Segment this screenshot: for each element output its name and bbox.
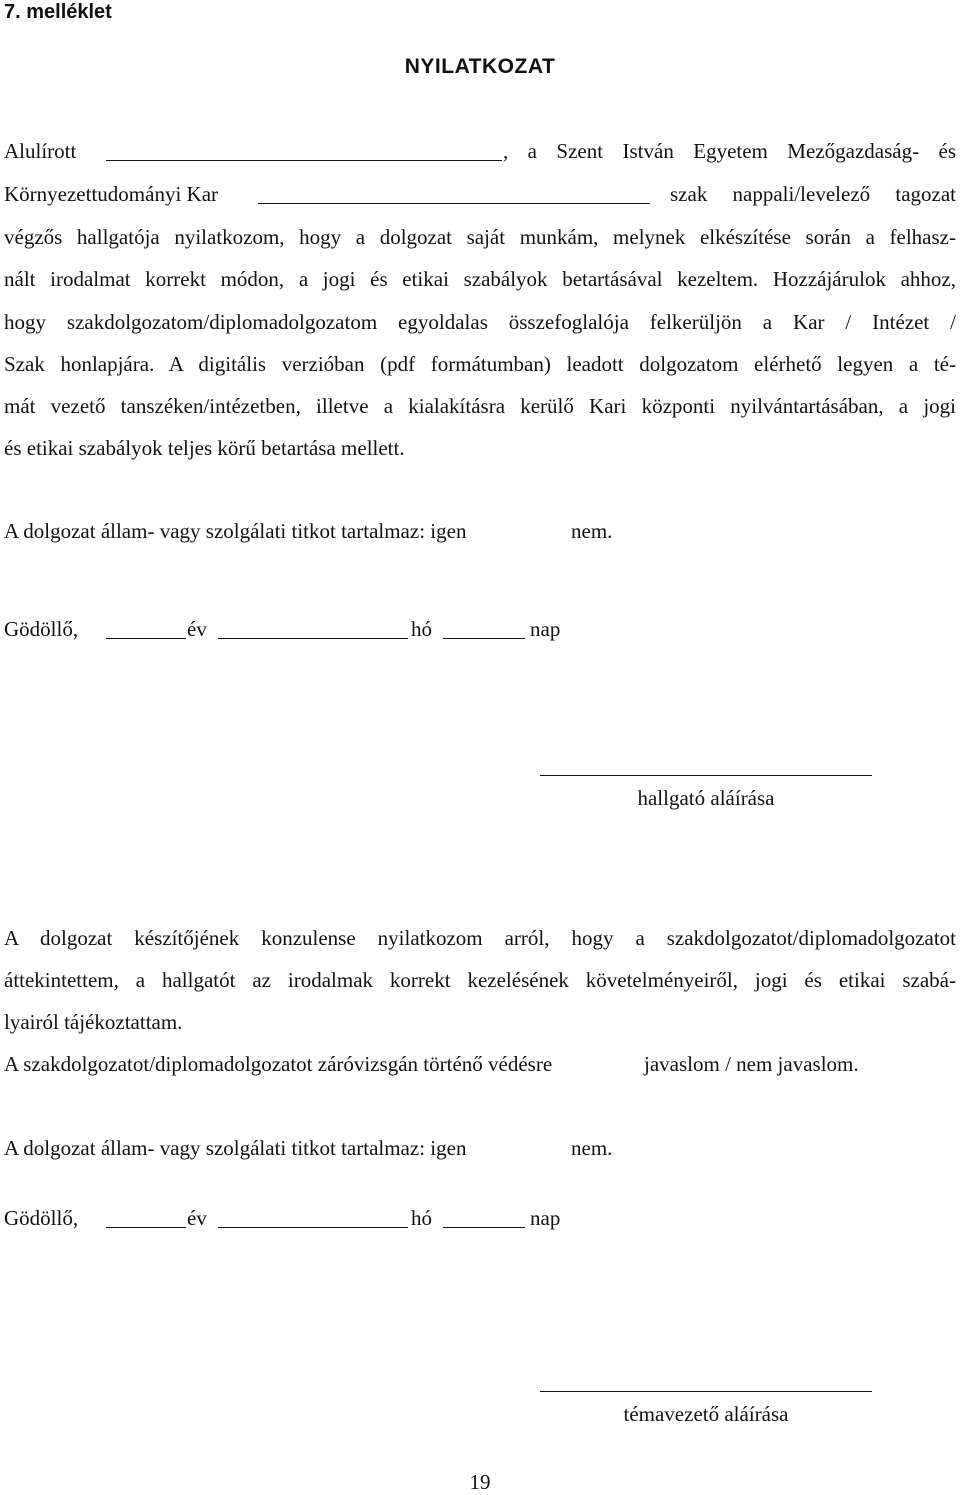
date-place: Gödöllő, [4,1206,79,1230]
program-name-blank[interactable] [258,203,650,204]
day-label: nap [530,617,561,641]
secret-question-text: A dolgozat állam- vagy szolgálati titkot tartalmaz: igen [4,1136,467,1160]
defense-text: A szakdolgozatot/diplomadolgozatot záróvizsgán történő védésre [4,1052,553,1076]
day-label: nap [530,1206,561,1230]
student-name-blank[interactable] [106,160,502,161]
page-title: NYILATKOZAT [404,55,556,78]
program-type-text: szak nappali/levelező tagozat [670,182,956,206]
declaration-line: végzős hallgatója nyilatkozom, hogy a dolgozat saját munkám, melynek elkészítése során a felhasz- [4,225,956,249]
year-blank[interactable] [106,638,186,639]
consultant-line: áttekintettem, a hallgatót az irodalmak korrekt kezelésének követelményeiről, jogi és etikai szabá- [4,968,956,992]
declaration-line: hogy szakdolgozatom/diplomadolgozatom egyoldalas összefoglalója felkerüljön a Kar / Intézet / [4,310,956,334]
month-blank[interactable] [218,1227,408,1228]
student-intro-text: Alulírott [4,139,77,163]
defense-options[interactable]: javaslom / nem javaslom. [644,1052,859,1076]
month-blank[interactable] [218,638,408,639]
day-blank[interactable] [443,638,525,639]
secret-option-no[interactable]: nem. [571,519,613,543]
declaration-line: mát vezető tanszéken/intézetben, illetve a kialakításra kerülő Kari központi nyilvántartásában, a jogi [4,394,956,418]
university-text: , a Szent István Egyetem Mezőgazdaság- és [503,139,956,163]
date-place: Gödöllő, [4,617,79,641]
supervisor-signature-label: témavezető aláírása [623,1402,789,1426]
annex-label: 7. melléklet [4,1,112,23]
student-signature-label: hallgató aláírása [637,786,775,810]
page-number: 19 [469,1470,491,1494]
year-label: év [187,1206,207,1230]
month-label: hó [411,617,432,641]
consultant-line: lyairól tájékoztattam. [4,1010,183,1034]
secret-question-text: A dolgozat állam- vagy szolgálati titkot tartalmaz: igen [4,519,467,543]
year-label: év [187,617,207,641]
supervisor-signature-line[interactable] [540,1391,872,1392]
declaration-line: Szak honlapjára. A digitális verzióban (pdf formátumban) leadott dolgozatom elérhető legyen a té- [4,352,956,376]
day-blank[interactable] [443,1227,525,1228]
declaration-line: és etikai szabályok teljes körű betartása mellett. [4,436,405,460]
secret-option-no[interactable]: nem. [571,1136,613,1160]
year-blank[interactable] [106,1227,186,1228]
declaration-line: nált irodalmat korrekt módon, a jogi és etikai szabályok betartásával kezeltem. Hozzájárulok ahhoz, [4,267,956,291]
student-signature-line[interactable] [540,775,872,776]
consultant-line: A dolgozat készítőjének konzulense nyilatkozom arról, hogy a szakdolgozatot/diplomadolgozatot [4,926,956,950]
month-label: hó [411,1206,432,1230]
faculty-text: Környezettudományi Kar [4,182,219,206]
